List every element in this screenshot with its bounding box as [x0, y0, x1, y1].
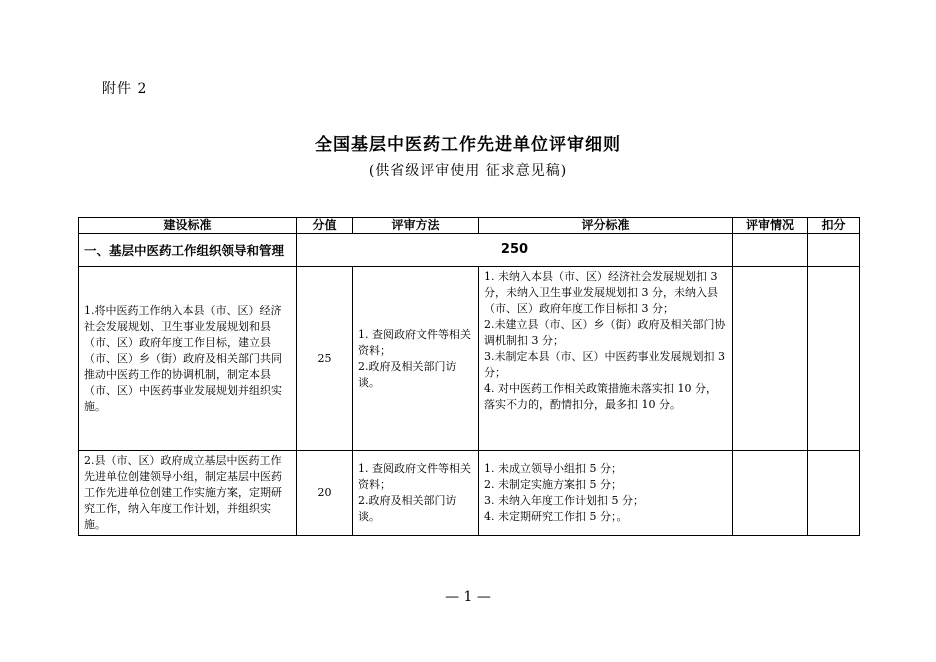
page-number: — 1 — — [445, 589, 491, 605]
header-score: 分值 — [297, 218, 353, 234]
header-criteria: 评分标准 — [479, 218, 733, 234]
section-score: 250 — [297, 234, 733, 267]
method-item: 1. 查阅政府文件等相关资料； — [358, 327, 471, 357]
row-deduction — [808, 451, 860, 536]
header-method: 评审方法 — [353, 218, 479, 234]
evaluation-table — [78, 217, 860, 536]
table-row — [79, 451, 860, 536]
header-review: 评审情况 — [733, 218, 808, 234]
row-criteria — [479, 267, 733, 451]
row-score: 20 — [297, 451, 353, 536]
criteria-item: 2.未建立县（市、区）乡（街）政府及相关部门协调机制扣 3 分； — [484, 318, 726, 347]
header-standard: 建设标准 — [79, 218, 297, 234]
method-item: 2.政府及相关部门访谈。 — [358, 359, 457, 389]
row-criteria — [479, 451, 733, 536]
method-item: 2.政府及相关部门访谈。 — [358, 494, 457, 523]
criteria-item: 4. 对中医药工作相关政策措施未落实扣 10 分，落实不力的，酌情扣分，最多扣 10 分。 — [484, 382, 717, 411]
method-item: 1. 查阅政府文件等相关资料； — [358, 462, 471, 491]
table-header-row — [79, 218, 860, 234]
section-label: 一、基层中医药工作组织领导和管理 — [79, 234, 297, 267]
criteria-item: 1. 未成立领导小组扣 5 分； — [484, 462, 622, 475]
criteria-item: 3. 未纳入年度工作计划扣 5 分； — [484, 494, 644, 507]
header-deduction: 扣分 — [808, 218, 860, 234]
criteria-item: 4. 未定期研究工作扣 5 分；。 — [484, 510, 628, 523]
section-review-cell — [733, 234, 808, 267]
criteria-item: 2. 未制定实施方案扣 5 分； — [484, 478, 622, 491]
criteria-item: 1. 未纳入本县（市、区）经济社会发展规划扣 3 分，未纳入卫生事业发展规划扣 3 分，未纳入县（市、区）政府年度工作目标扣 3 分； — [484, 270, 718, 315]
table-row — [79, 267, 860, 451]
row-methods — [353, 451, 479, 536]
attachment-label: 附件 2 — [102, 81, 148, 97]
row-review — [733, 451, 808, 536]
row-standard: 2.县（市、区）政府成立基层中医药工作先进单位创建领导小组，制定基层中医药工作先进单位创建工作实施方案，定期研究工作，纳入年度工作计划，并组织实施。 — [79, 451, 297, 536]
row-standard: 1.将中医药工作纳入本县（市、区）经济社会发展规划、卫生事业发展规划和县（市、区）政府年度工作目标，建立县（市、区）乡（街）政府及相关部门共同推动中医药工作的协调机制，制定本县（市、区）中医药事业发展规划并组织实施。 — [79, 267, 297, 451]
section-deduction-cell — [808, 234, 860, 267]
document-subtitle: (供省级评审使用 征求意见稿) — [368, 163, 568, 179]
row-score: 25 — [297, 267, 353, 451]
row-deduction — [808, 267, 860, 451]
row-review — [733, 267, 808, 451]
section-row — [79, 234, 860, 267]
document-title: 全国基层中医药工作先进单位评审细则 — [315, 135, 621, 155]
row-methods — [353, 267, 479, 451]
criteria-item: 3.未制定本县（市、区）中医药事业发展规划扣 3 分； — [484, 350, 725, 379]
